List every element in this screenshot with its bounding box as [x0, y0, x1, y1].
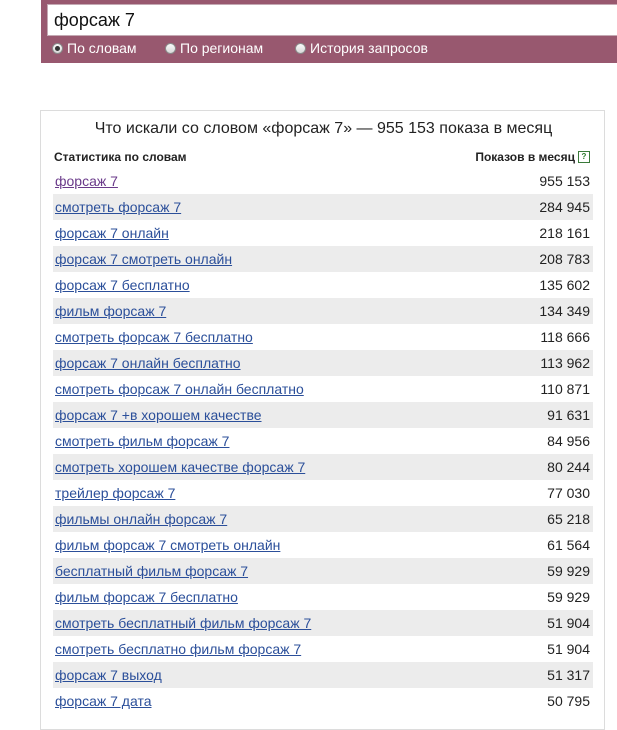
table-row	[53, 272, 593, 298]
impressions-count: 59 929	[547, 563, 590, 579]
radio-history[interactable]	[295, 43, 306, 54]
results-table	[53, 168, 593, 714]
impressions-count: 51 904	[547, 615, 590, 631]
radio-by-words[interactable]	[52, 43, 63, 54]
search-mode-group	[52, 40, 428, 56]
keyword-link[interactable]: форсаж 7 бесплатно	[55, 277, 190, 293]
table-row	[53, 324, 593, 350]
radio-by-regions[interactable]	[165, 43, 176, 54]
mode-by-regions-label: По регионам	[180, 40, 264, 56]
search-input[interactable]	[47, 4, 617, 36]
impressions-column-label: Показов в месяц	[475, 150, 575, 164]
keyword-link[interactable]: форсаж 7	[55, 173, 118, 189]
impressions-count: 134 349	[539, 303, 590, 319]
impressions-count: 80 244	[547, 459, 590, 475]
results-panel	[40, 110, 605, 730]
impressions-count: 91 631	[547, 407, 590, 423]
keyword-link[interactable]: форсаж 7 +в хорошем качестве	[55, 407, 262, 423]
keyword-link[interactable]: фильм форсаж 7 бесплатно	[55, 589, 238, 605]
table-row	[53, 194, 593, 220]
keyword-link[interactable]: фильм форсаж 7	[55, 303, 167, 319]
table-row	[53, 610, 593, 636]
table-row	[53, 220, 593, 246]
impressions-column-header	[475, 150, 590, 164]
keyword-link[interactable]: фильм форсаж 7 смотреть онлайн	[55, 537, 281, 553]
impressions-count: 84 956	[547, 433, 590, 449]
keyword-link[interactable]: смотреть форсаж 7 бесплатно	[55, 329, 253, 345]
impressions-count: 59 929	[547, 589, 590, 605]
table-row	[53, 298, 593, 324]
impressions-count: 61 564	[547, 537, 590, 553]
keywords-column-header: Статистика по словам	[54, 150, 187, 164]
keyword-link[interactable]: смотреть фильм форсаж 7	[55, 433, 230, 449]
table-row	[53, 428, 593, 454]
table-row	[53, 688, 593, 714]
keyword-link[interactable]: фильмы онлайн форсаж 7	[55, 511, 228, 527]
table-row	[53, 454, 593, 480]
keyword-link[interactable]: смотреть хорошем качестве форсаж 7	[55, 459, 306, 475]
keyword-link[interactable]: форсаж 7 выход	[55, 667, 162, 683]
results-title: Что искали со словом «форсаж 7» — 955 153 показа в месяц	[94, 120, 553, 137]
table-row	[53, 558, 593, 584]
table-row	[53, 246, 593, 272]
table-row	[53, 532, 593, 558]
impressions-count: 955 153	[539, 173, 590, 189]
mode-by-words-label: По словам	[67, 40, 137, 56]
table-row	[53, 402, 593, 428]
table-row	[53, 636, 593, 662]
mode-history[interactable]	[295, 40, 428, 56]
impressions-count: 51 904	[547, 641, 590, 657]
table-row	[53, 662, 593, 688]
impressions-count: 284 945	[539, 199, 590, 215]
keyword-link[interactable]: смотреть форсаж 7 онлайн бесплатно	[55, 381, 304, 397]
impressions-count: 77 030	[547, 485, 590, 501]
table-row	[53, 506, 593, 532]
keyword-link[interactable]: смотреть бесплатный фильм форсаж 7	[55, 615, 312, 631]
table-row	[53, 480, 593, 506]
keyword-link[interactable]: бесплатный фильм форсаж 7	[55, 563, 249, 579]
mode-history-label: История запросов	[310, 40, 428, 56]
table-row	[53, 376, 593, 402]
help-icon[interactable]: ?	[578, 151, 590, 163]
impressions-count: 118 666	[540, 329, 590, 345]
impressions-count: 50 795	[547, 693, 590, 709]
impressions-count: 113 962	[540, 355, 590, 371]
impressions-count: 110 871	[540, 381, 590, 397]
table-row	[53, 584, 593, 610]
impressions-count: 135 602	[539, 277, 590, 293]
mode-by-regions[interactable]	[165, 40, 295, 56]
keyword-link[interactable]: форсаж 7 онлайн	[55, 225, 169, 241]
table-row	[53, 350, 593, 376]
table-row	[53, 168, 593, 194]
keyword-link[interactable]: трейлер форсаж 7	[55, 485, 176, 501]
mode-by-words[interactable]	[52, 40, 165, 56]
keyword-link[interactable]: форсаж 7 смотреть онлайн	[55, 251, 233, 267]
keyword-link[interactable]: форсаж 7 дата	[55, 693, 152, 709]
impressions-count: 208 783	[539, 251, 590, 267]
impressions-count: 51 317	[547, 667, 590, 683]
impressions-count: 65 218	[547, 511, 590, 527]
impressions-count: 218 161	[539, 225, 590, 241]
keyword-link[interactable]: смотреть бесплатно фильм форсаж 7	[55, 641, 302, 657]
keyword-link[interactable]: смотреть форсаж 7	[55, 199, 182, 215]
keyword-link[interactable]: форсаж 7 онлайн бесплатно	[55, 355, 241, 371]
